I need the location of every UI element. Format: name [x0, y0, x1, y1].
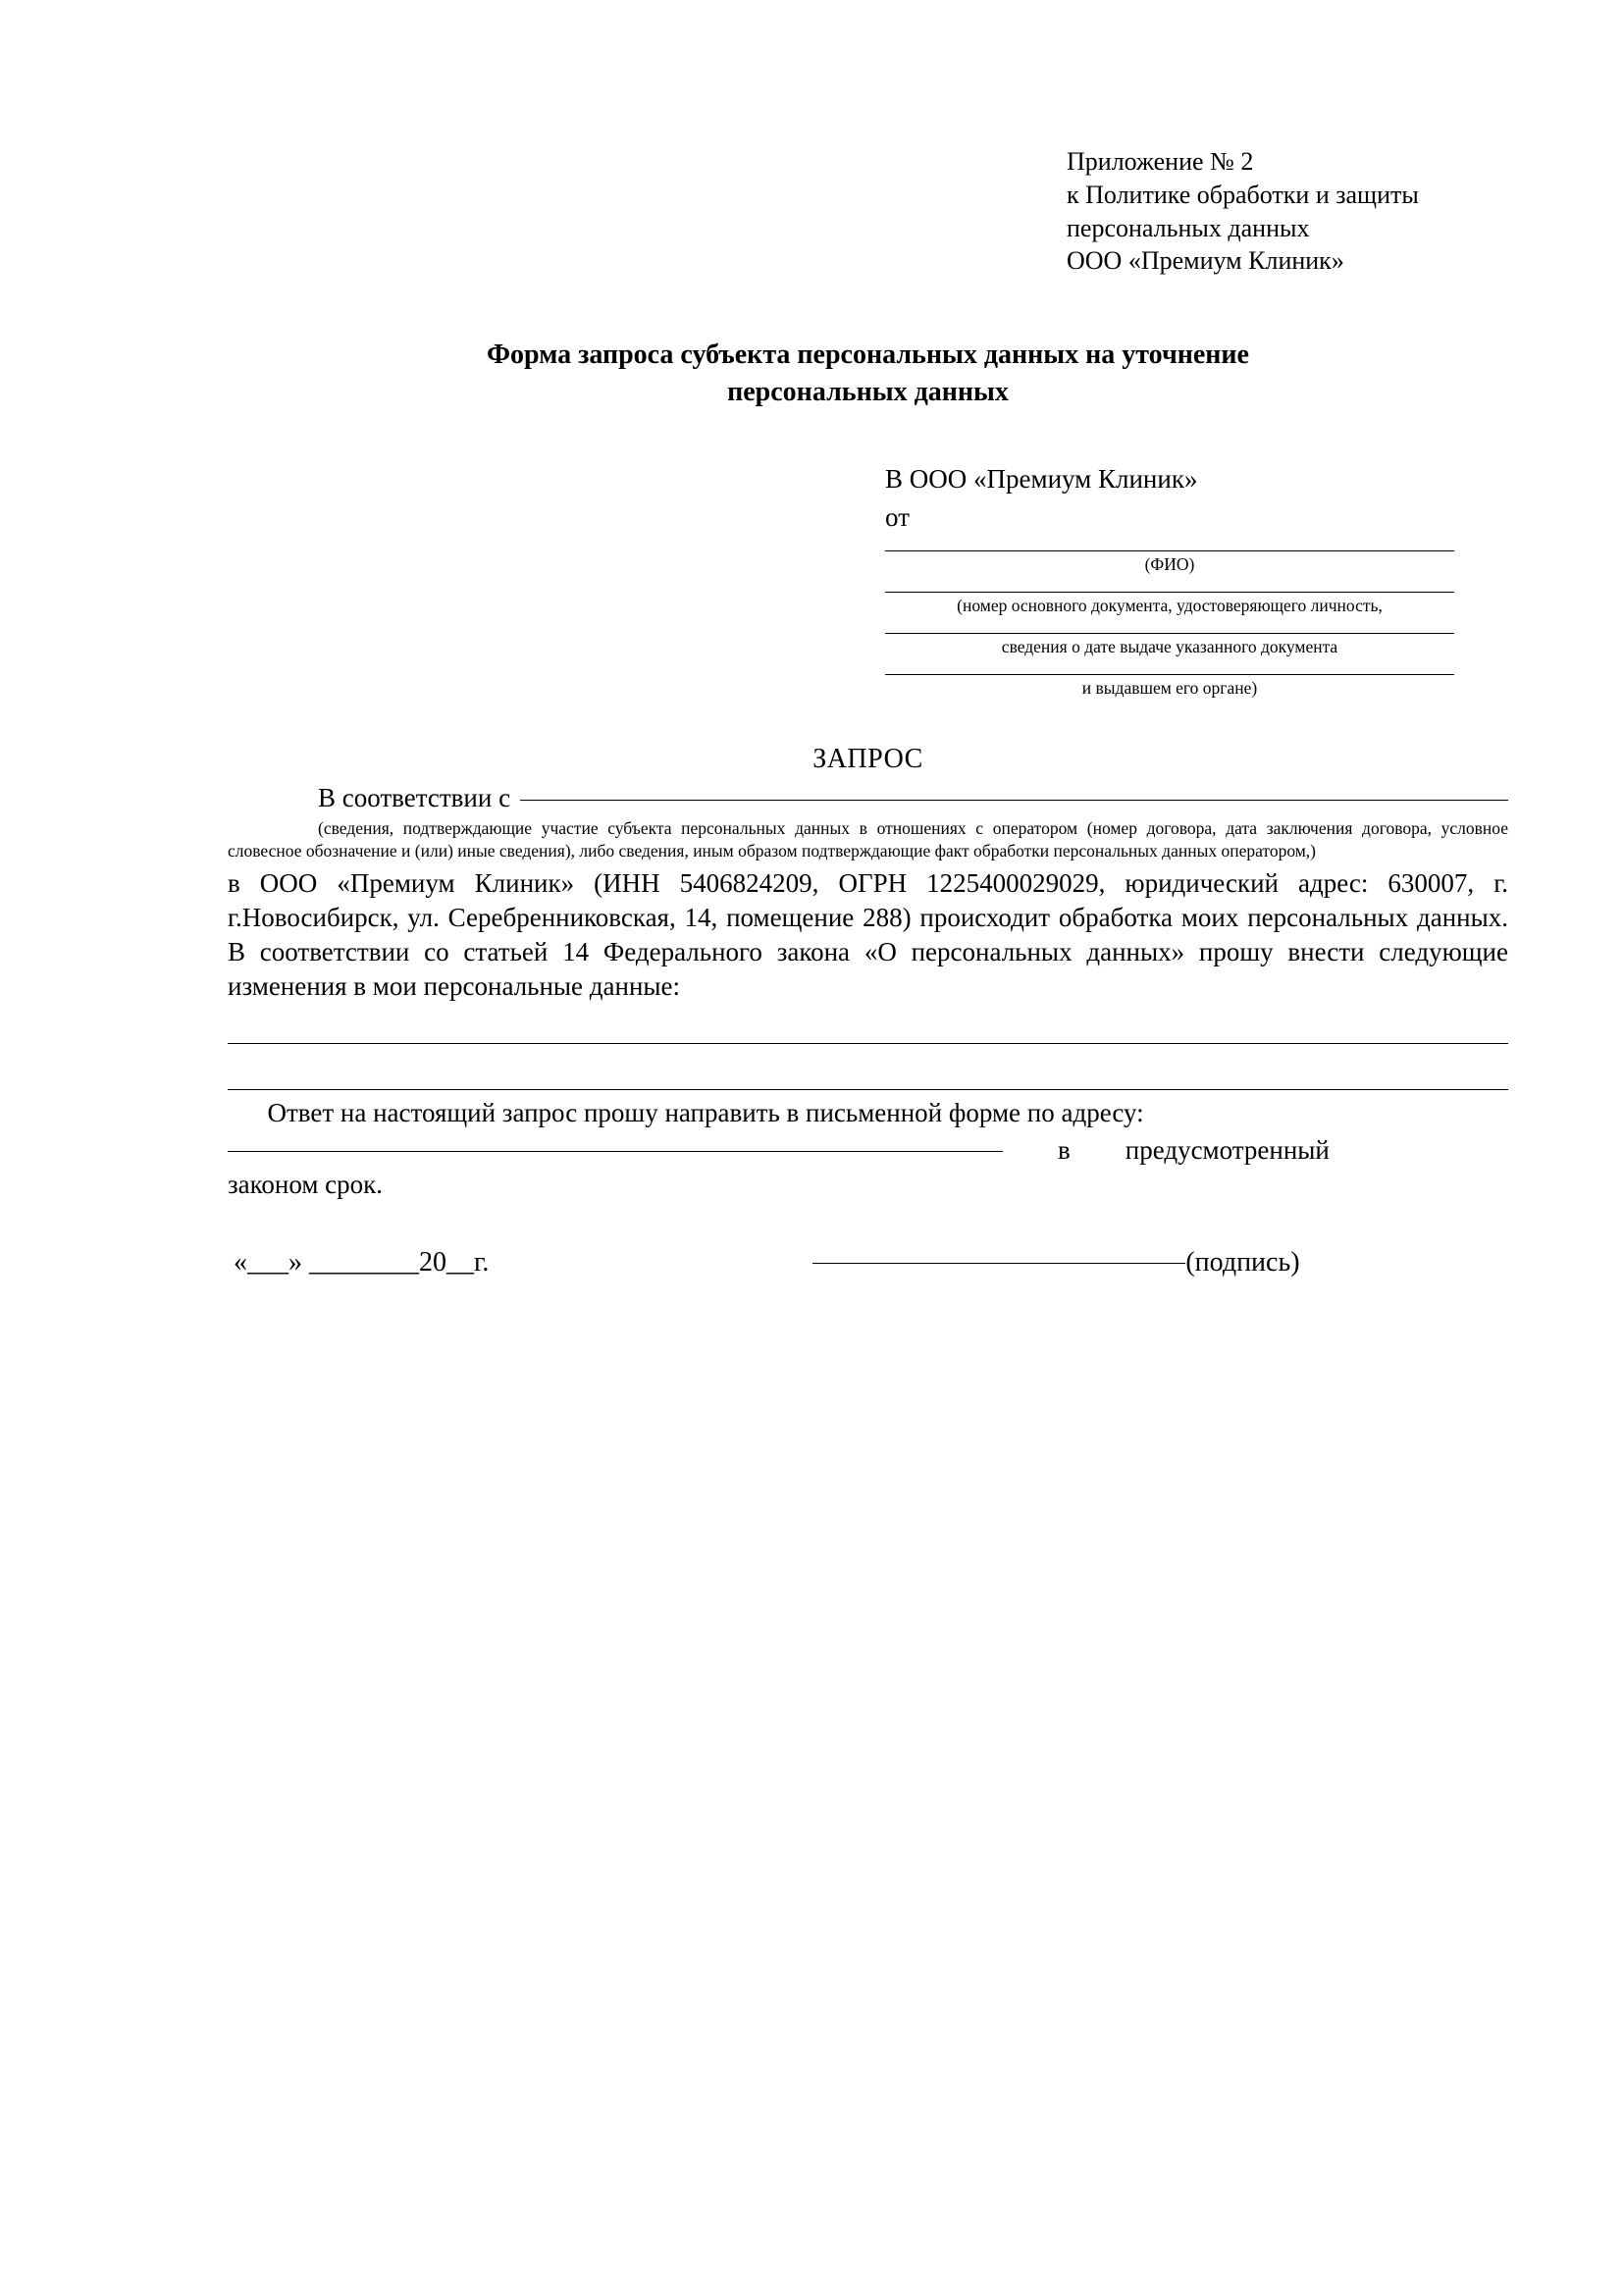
changes-input-line-1[interactable]	[228, 1043, 1508, 1044]
signature-date-field[interactable]: «___» ________20__г.	[234, 1246, 490, 1278]
document-organ-caption: и выдавшем его органе)	[1081, 677, 1258, 698]
in-accordance-row	[228, 783, 1508, 813]
appendix-company: ООО «Премиум Клиник»	[1067, 246, 1344, 276]
answer-intro-span: Ответ на настоящий запрос прошу направить в письменной форме по адресу:	[267, 1098, 1144, 1128]
appendix-policy-line-1: к Политике обработки и защиты	[1067, 180, 1419, 209]
addressee-block	[885, 462, 1508, 700]
document-number-caption: (номер основного документа, удостоверяющего личность,	[957, 595, 1383, 615]
in-accordance-input-line[interactable]	[520, 800, 1508, 801]
document-date-caption: сведения о дате выдаче указанного документа	[1001, 636, 1338, 656]
page-title	[228, 337, 1508, 411]
appendix-policy-line-2: персональных данных	[1067, 213, 1310, 242]
appendix-header	[1067, 145, 1508, 278]
page-title-line-1: Форма запроса субъекта персональных данных на уточнение	[487, 339, 1249, 371]
signature-caption: (подпись)	[1185, 1246, 1300, 1278]
in-accordance-label: В соответствии с	[318, 783, 511, 813]
fio-caption: (ФИО)	[1144, 553, 1195, 574]
fio-input-line[interactable]	[885, 550, 1454, 551]
answer-intro-text	[228, 1096, 1508, 1131]
request-body-paragraph: в ООО «Премиум Клиник» (ИНН 5406824209, ОГРН 1225400029029, юридический адрес: 630007, г. г.Новосибирск, ул. Серебренниковская, 14, помещение 288) происходит обработка моих персональных данных. В соответствии со статьей 14 Федерального закона «О персональных данных» прошу внести следующие изменения в мои персональные данные:	[228, 867, 1508, 1002]
addressee-company: В ООО «Премиум Клиник»	[885, 463, 1198, 494]
document-number-input-line[interactable]	[885, 592, 1454, 593]
page-title-line-2: персональных данных	[727, 376, 1009, 407]
signature-row	[228, 1247, 1508, 1278]
document-organ-input-line[interactable]	[885, 674, 1454, 675]
document-date-input-line[interactable]	[885, 633, 1454, 634]
in-accordance-note-text: (сведения, подтверждающие участие субъекта персональных данных в отношениях с оператором (номер договора, дата заключения договора, условное словесное обозначение и (или) иные сведения), либо сведения, иным образом подтверждающие факт обработки персональных данных оператором,)	[228, 818, 1508, 861]
answer-address-input-line[interactable]	[228, 1151, 1003, 1152]
answer-address-row	[228, 1135, 1508, 1166]
request-heading: ЗАПРОС	[812, 744, 923, 775]
answer-word-predusmotrenny: предусмотренный	[1125, 1134, 1330, 1165]
signature-input-line[interactable]	[812, 1263, 1185, 1264]
answer-word-v: в	[1058, 1134, 1071, 1165]
answer-tail-text: законом срок.	[228, 1169, 384, 1199]
changes-input-line-2[interactable]	[228, 1089, 1508, 1090]
in-accordance-note	[228, 817, 1508, 862]
addressee-from-label: от	[885, 501, 910, 532]
appendix-number: Приложение № 2	[1067, 147, 1254, 176]
document-content	[228, 145, 1508, 1278]
